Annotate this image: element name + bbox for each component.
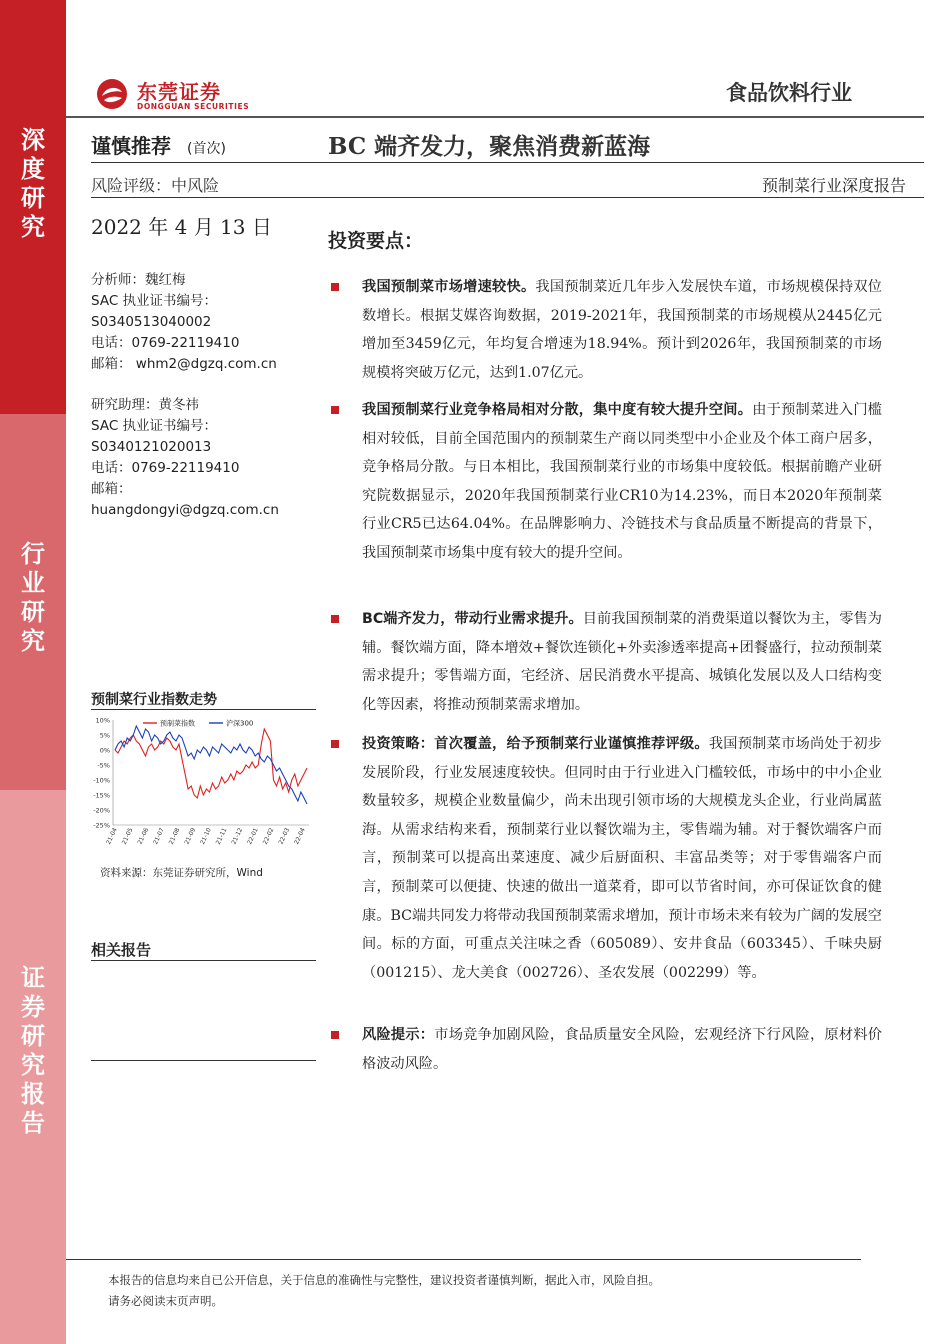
x-tick-label: 21-05 <box>120 826 135 846</box>
related-reports-title: 相关报告 <box>91 941 152 959</box>
key-point <box>362 273 882 387</box>
assistant-email: huangdongyi@dgzq.com.cn <box>91 502 279 518</box>
key-point-text: 我国预制菜近几年步入发展快车道，市场规模保持双位数增长。根据艾媒咨询数据，2019-2021年，我国预制菜的市场规模从2445亿元增加至3459亿元，年均复合增速为18.94%。预计到2026年，我国预制菜的市场规模将突破万亿元，达到1.07亿元。 <box>362 279 882 381</box>
side-band-securities-report <box>0 790 66 1344</box>
risk-level: 风险评级：中风险 <box>91 176 220 195</box>
x-tick-label: 22-04 <box>293 826 307 846</box>
key-point <box>362 396 882 568</box>
bullet-marker <box>331 1031 339 1039</box>
key-point-lead: 风险提示： <box>362 1027 435 1043</box>
report-date: 2022 年 4 月 13 日 <box>91 215 272 239</box>
y-tick-label: 10% <box>95 716 110 725</box>
x-tick-label: 22-01 <box>246 826 260 846</box>
x-tick-label: 21-06 <box>136 826 151 846</box>
assistant-email-label: 邮箱： <box>91 481 132 497</box>
side-band-industry-research <box>0 414 66 790</box>
rating <box>91 130 226 159</box>
key-point-lead: BC端齐发力，带动行业需求提升。 <box>362 611 583 627</box>
side-band-label: 深度研究 <box>21 126 45 241</box>
report-title: BC 端齐发力，聚焦消费新蓝海 <box>328 133 651 160</box>
analyst-name: 分析师：魏红梅 <box>91 272 186 288</box>
bullet-marker <box>331 283 339 291</box>
chart-title: 预制菜行业指数走势 <box>91 692 217 708</box>
industry-label: 食品饮料行业 <box>726 81 852 105</box>
key-points-title: 投资要点： <box>328 230 424 252</box>
y-tick-label: -5% <box>97 761 110 770</box>
key-point-text: 我国预制菜市场尚处于初步发展阶段，行业发展速度较快。但同时由于行业进入门槛较低，市场中的中小企业数量较多，规模企业数量偏少，尚未出现引领市场的大规模龙头企业，行业尚属蓝海。从需求结构来看，预制菜行业以餐饮端为主，零售端为辅。对于餐饮端客户而言，预制菜可以提高出菜速度、减少后厨面积、丰富品类等；对于零售端客户而言，预制菜可以便捷、快速的做出一道菜肴，即可以节省时间，亦可保证饮食的健康。BC端共同发力将带动我国预制菜需求增加，预计市场未来有较为广阔的发展空间。标的方面，可重点关注味之香（605089）、安井食品（603345）、千味央厨（001215）、龙大美食（002726）、圣农发展（002299）等。 <box>362 736 882 981</box>
side-band-deep-research <box>0 0 66 414</box>
analyst-sac-number: S0340513040002 <box>91 314 212 330</box>
x-tick-label: 21-10 <box>199 826 213 846</box>
rating-value: 谨慎推荐 <box>91 134 171 158</box>
related-divider-bottom <box>91 1060 316 1061</box>
y-tick-label: -15% <box>93 791 110 800</box>
legend-label: 沪深300 <box>226 719 254 728</box>
y-tick-label: 0% <box>99 746 110 755</box>
x-tick-label: 21-07 <box>152 826 166 846</box>
x-tick-label: 21-12 <box>230 826 245 846</box>
title-divider <box>91 162 924 163</box>
analyst-email: 邮箱： whm2@dgzq.com.cn <box>91 356 277 372</box>
x-tick-label: 21-04 <box>105 826 119 846</box>
assistant-phone: 电话：0769-22119410 <box>91 460 240 476</box>
analyst-phone: 电话：0769-22119410 <box>91 335 240 351</box>
key-point-text: 目前我国预制菜的消费渠道以餐饮为主，零售为辅。餐饮端方面，降本增效+餐饮连锁化+外卖渗透率提高+团餐盛行，拉动预制菜需求提升；零售端方面，宅经济、居民消费水平提高、城镇化发展以及人口结构变化等因素，将推动预制菜需求增加。 <box>362 611 882 713</box>
disclaimer-line: 本报告的信息均来自已公开信息，关于信息的准确性与完整性，建议投资者谨慎判断，据此入市，风险自担。 <box>108 1273 660 1287</box>
chart-source: 资料来源：东莞证券研究所，Wind <box>100 867 263 879</box>
key-point <box>362 1021 882 1078</box>
report-type: 预制菜行业深度报告 <box>761 176 906 195</box>
related-divider-top <box>91 960 316 961</box>
key-point-text: 由于预制菜进入门槛相对较低，目前全国范围内的预制菜生产商以同类型中小企业及个体工商户居多，竞争格局分散。与日本相比，我国预制菜行业的市场集中度较低。根据前瞻产业研究院数据显示，2020年我国预制菜行业CR10为14.23%，而日本2020年预制菜行业CR5已达64.04%。在品牌影响力、冷链技术与食品质量不断提高的背景下，我国预制菜市场集中度有较大的提升空间。 <box>362 402 882 561</box>
series-line-prepared-dish-index <box>115 729 307 798</box>
assistant-sac-number: S0340121020013 <box>91 439 212 455</box>
y-tick-label: -10% <box>93 776 110 785</box>
x-tick-label: 21-09 <box>183 826 198 846</box>
x-tick-label: 21-08 <box>167 826 182 846</box>
header-divider <box>66 116 924 118</box>
analyst-info <box>91 270 277 375</box>
side-band-label: 行业研究 <box>21 540 45 655</box>
rating-note: (首次) <box>187 141 226 157</box>
assistant-name: 研究助理：黄冬祎 <box>91 397 199 413</box>
y-tick-label: -25% <box>93 821 110 830</box>
y-tick-label: -20% <box>93 806 110 815</box>
x-tick-label: 22-03 <box>277 826 292 846</box>
series-line-csi300 <box>115 726 307 804</box>
key-point-lead: 我国预制菜市场增速较快。 <box>362 279 536 295</box>
assistant-info <box>91 395 279 521</box>
bullet-marker <box>331 615 339 623</box>
subtitle-divider <box>91 197 924 198</box>
y-tick-label: 5% <box>99 731 110 740</box>
x-tick-label: 21-11 <box>214 826 229 846</box>
brand-name-en: DONGGUAN SECURITIES <box>137 102 250 111</box>
key-point-text: 市场竞争加剧风险，食品质量安全风险，宏观经济下行风险，原材料价格波动风险。 <box>362 1027 882 1072</box>
key-point-lead: 我国预制菜行业竞争格局相对分散，集中度有较大提升空间。 <box>362 402 753 418</box>
key-point-lead: 投资策略：首次覆盖，给予预制菜行业谨慎推荐评级。 <box>362 736 709 752</box>
key-point <box>362 730 882 987</box>
analyst-sac-label: SAC 执业证书编号： <box>91 293 218 309</box>
disclaimer-line: 请务必阅读末页声明。 <box>108 1294 223 1308</box>
brand-logo-icon <box>96 78 128 110</box>
brand-name: 东莞证券 <box>137 80 221 104</box>
key-point <box>362 605 882 719</box>
assistant-sac-label: SAC 执业证书编号： <box>91 418 218 434</box>
legend-label: 预制菜指数 <box>160 719 195 728</box>
bullet-marker <box>331 406 339 414</box>
x-tick-label: 22-02 <box>261 826 276 846</box>
index-trend-chart <box>91 712 316 857</box>
bullet-marker <box>331 740 339 748</box>
disclaimer <box>108 1270 660 1312</box>
side-band-label: 证券研究报告 <box>21 964 45 1137</box>
footer-divider <box>66 1259 861 1260</box>
chart-title-divider <box>91 709 316 710</box>
